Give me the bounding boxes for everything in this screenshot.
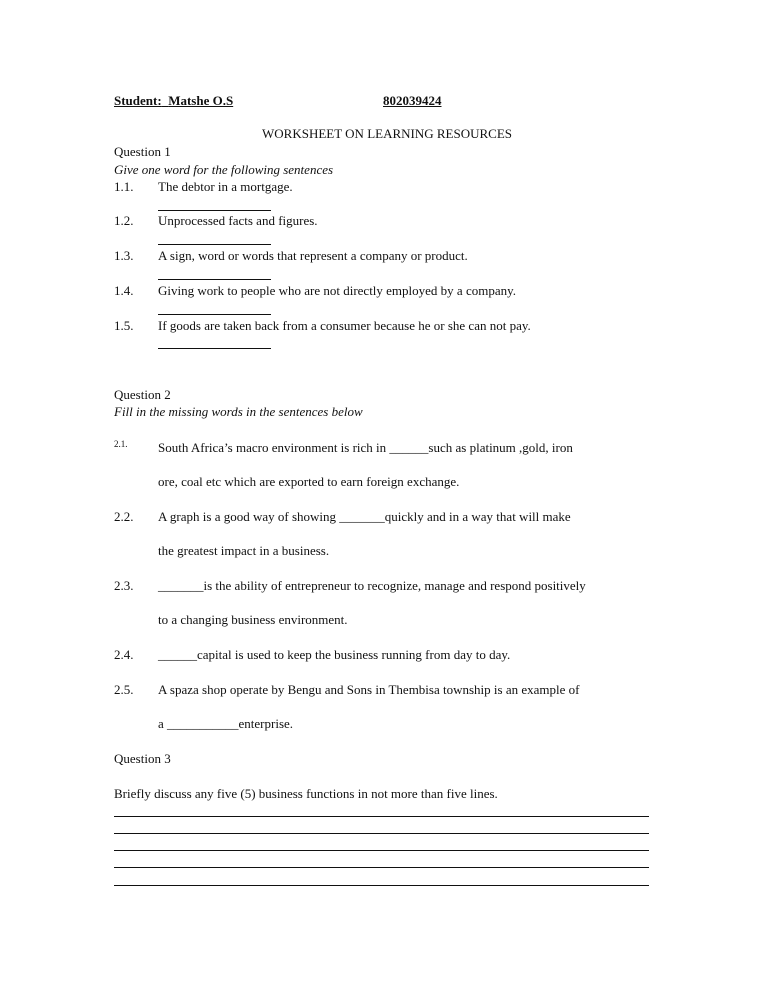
q2-item-line1: _______is the ability of entrepreneur to recognize, manage and respond positively	[158, 578, 586, 593]
student-line	[114, 93, 233, 109]
student-number: 802039424	[383, 93, 442, 108]
q1-item-text: Giving work to people who are not directly employed by a company.	[158, 283, 517, 298]
q2-item-number: 2.2.	[114, 509, 134, 524]
q2-item-number: 2.4.	[114, 647, 134, 662]
q1-item-text: Unprocessed facts and figures.	[158, 213, 318, 228]
q2-item-line2: the greatest impact in a business.	[158, 543, 330, 558]
question1-heading: Question 1	[114, 144, 171, 159]
q1-item-text: The debtor in a mortgage.	[158, 179, 293, 194]
q1-item-number: 1.1.	[114, 179, 134, 194]
q2-item-number: 2.1.	[114, 439, 128, 449]
question2-heading: Question 2	[114, 387, 171, 402]
answer-line[interactable]	[114, 816, 649, 817]
q1-item-number: 1.4.	[114, 283, 134, 298]
answer-line[interactable]	[114, 885, 649, 886]
q1-answer-line[interactable]	[158, 210, 271, 211]
answer-line[interactable]	[114, 850, 649, 851]
student-name: Matshe O.S	[168, 93, 234, 108]
question3-instruction: Briefly discuss any five (5) business functions in not more than five lines.	[114, 786, 498, 801]
question2-instruction: Fill in the missing words in the sentences below	[114, 404, 363, 419]
q1-item-number: 1.3.	[114, 248, 134, 263]
q2-item-line2: a ___________enterprise.	[158, 716, 294, 731]
q1-answer-line[interactable]	[158, 244, 271, 245]
question3-heading: Question 3	[114, 751, 171, 766]
q2-item-line2: ore, coal etc which are exported to earn foreign exchange.	[158, 474, 460, 489]
q1-answer-line[interactable]	[158, 314, 271, 315]
answer-line[interactable]	[114, 833, 649, 834]
question1-instruction: Give one word for the following sentences	[114, 162, 334, 177]
q1-item-number: 1.2.	[114, 213, 134, 228]
q2-item-line1: South Africa’s macro environment is rich in ______such as platinum ,gold, iron	[158, 440, 573, 455]
q1-answer-line[interactable]	[158, 348, 271, 349]
q2-item-number: 2.5.	[114, 682, 134, 697]
q1-item-text: If goods are taken back from a consumer because he or she can not pay.	[158, 318, 531, 333]
q2-item-line1: ______capital is used to keep the business running from day to day.	[158, 647, 511, 662]
q1-item-number: 1.5.	[114, 318, 134, 333]
answer-line[interactable]	[114, 867, 649, 868]
q2-item-number: 2.3.	[114, 578, 134, 593]
student-label: Student:	[114, 93, 162, 108]
q2-item-line1: A spaza shop operate by Bengu and Sons in Thembisa township is an example of	[158, 682, 580, 697]
q1-item-text: A sign, word or words that represent a company or product.	[158, 248, 468, 263]
worksheet-title: WORKSHEET ON LEARNING RESOURCES	[262, 126, 513, 141]
q2-item-line2: to a changing business environment.	[158, 612, 348, 627]
q2-item-line1: A graph is a good way of showing _______quickly and in a way that will make	[158, 509, 571, 524]
q1-answer-line[interactable]	[158, 279, 271, 280]
